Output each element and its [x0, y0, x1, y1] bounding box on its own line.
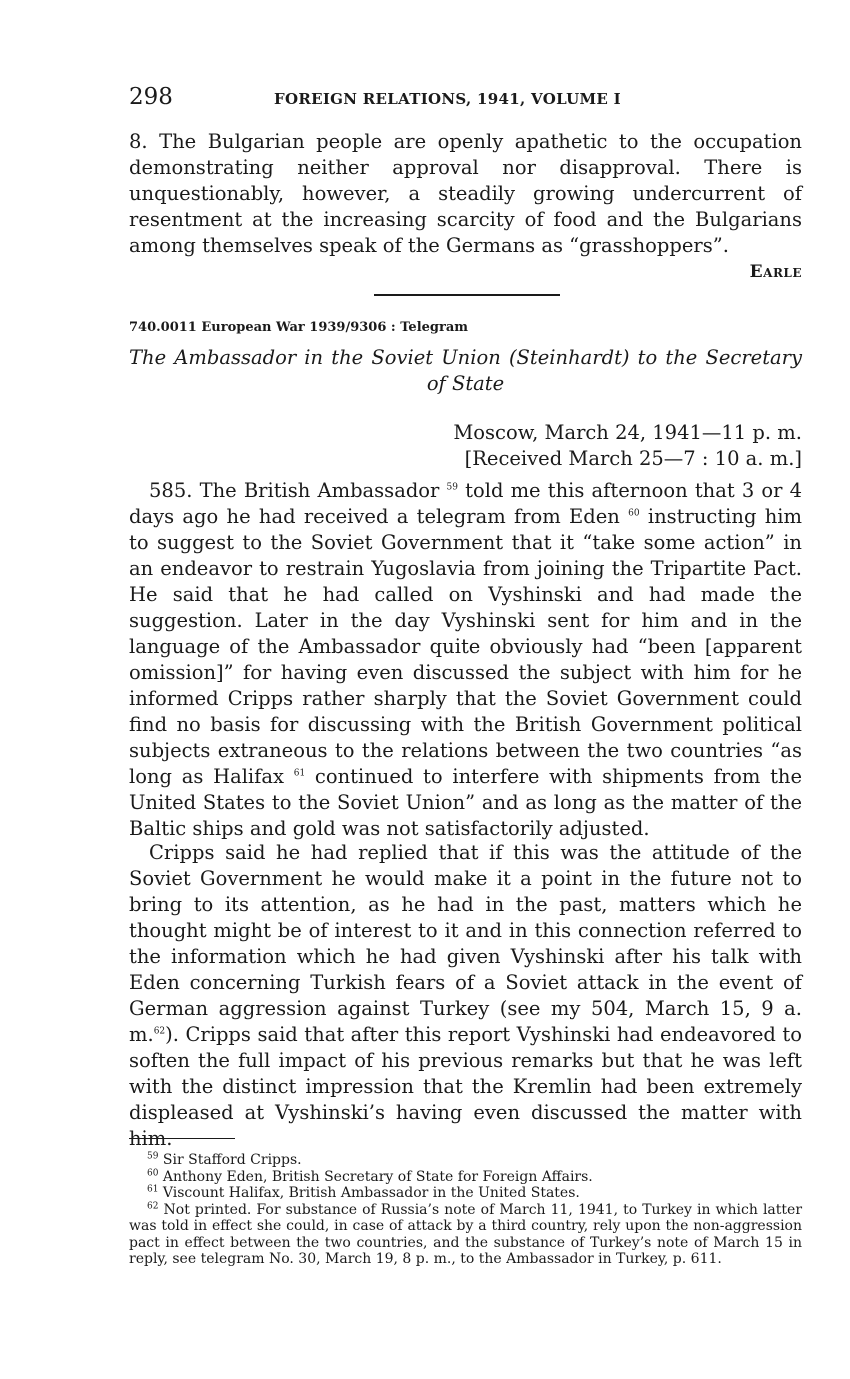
paragraph-585-text-3: instructing him to suggest to the Soviet Government that it “take some action” in an endeavor to restrain Yugoslavia from joining the Tripartite Pact. He said that he had called on Vyshinski and had made the suggestion. Later in the day Vyshinski sent for him and in the language of the Ambassador quite obviously had “been [apparent omission]” for having even discussed the subject with him for he informed Cripps rather sharply that the Soviet Government could find no basis for discussing with the British Government political subjects extraneous to the relations between the two countries “as long as Halifax [129, 505, 802, 788]
paragraph-585 [129, 478, 802, 842]
footnote-ref-60: 60 [628, 508, 640, 519]
footnote-60 [129, 1169, 802, 1186]
footnote-62 [129, 1202, 802, 1268]
paragraph-8: 8. The Bulgarian people are openly apathetic to the occupation demonstrating neither approval nor disapproval. There is unquestionably, however, a steadily growing undercurrent of resentment at the increasing scarcity of food and the Bulgarians among themselves speak of the Germans as “grasshoppers”. [129, 130, 802, 257]
dateline: Moscow, March 24, 1941—11 p. m. [453, 421, 802, 444]
page-header [129, 84, 802, 116]
section-divider [374, 294, 560, 296]
paragraph-cripps-text-1: Cripps said he had replied that if this was the attitude of the Soviet Government he would make it a point in the future not to bring to its attention, as he had in the past, matters which he thought might be of interest to it and in this connection referred to the information which he had given Vyshinski after his talk with Eden concerning Turkish fears of a Soviet attack in the event of German aggression against Turkey (see my 504, March 15, 9 a. m. [129, 841, 802, 1046]
footnote-text: Viscount Halifax, British Ambassador in the United States. [162, 1185, 580, 1201]
footnote-number: 62 [147, 1200, 159, 1211]
document-title-line-1: The Ambassador in the Soviet Union (Steinhardt) to the Secretary [129, 346, 802, 369]
paragraph-585-text-4: continued to interfere with shipments from the United States to the Soviet Union” and as long as the matter of the Baltic ships and gold was not satisfactorily adjusted. [129, 765, 803, 840]
page-number: 298 [129, 84, 173, 110]
document-title-line-2: of State [426, 372, 505, 395]
footnote-text: Sir Stafford Cripps. [162, 1152, 302, 1168]
footnote-number: 61 [147, 1184, 159, 1195]
paragraph-585-text-2: told me this afternoon that 3 or 4 days ago he had received a telegram from Eden [129, 479, 802, 528]
footnotes [129, 1152, 802, 1268]
running-head: FOREIGN RELATIONS, 1941, VOLUME I [274, 90, 621, 108]
dateline-block [453, 420, 802, 472]
footnote-ref-62: 62 [153, 1026, 166, 1037]
paragraph-cripps-text-2: ). Cripps said that after this report Vyshinski had endeavored to soften the full impact of his previous remarks but that he was left with the distinct impression that the Kremlin had been extremely displeased at Vyshinski’s having even discussed the matter with him. [129, 1023, 802, 1150]
footnote-text: Not printed. For substance of Russia’s note of March 11, 1941, to Turkey in which latter was told in effect she could, in case of attack by a third country, rely upon the non-aggression pact in effect between the two countries, and the substance of Turkey’s note of March 15 in reply, see telegram No. 30, March 19, 8 p. m., to the Ambassador in Turkey, p. 611. [129, 1201, 803, 1267]
footnote-number: 60 [147, 1167, 159, 1178]
paragraph-cripps [129, 840, 802, 1152]
document-title [129, 345, 802, 397]
footnote-ref-61: 61 [293, 768, 306, 779]
received-line: [Received March 25—7 : 10 a. m.] [464, 447, 802, 470]
footnote-divider [129, 1138, 235, 1139]
footnote-text: Anthony Eden, British Secretary of State for Foreign Affairs. [162, 1168, 593, 1185]
paragraph-585-text-1: 585. The British Ambassador [149, 479, 440, 502]
footnote-ref-59: 59 [446, 482, 458, 493]
footnote-59 [129, 1152, 802, 1169]
footnote-61 [129, 1185, 802, 1202]
footnote-number: 59 [147, 1151, 159, 1162]
signer-name: Earle [749, 262, 802, 282]
file-reference: 740.0011 European War 1939/9306 : Telegram [129, 320, 469, 335]
